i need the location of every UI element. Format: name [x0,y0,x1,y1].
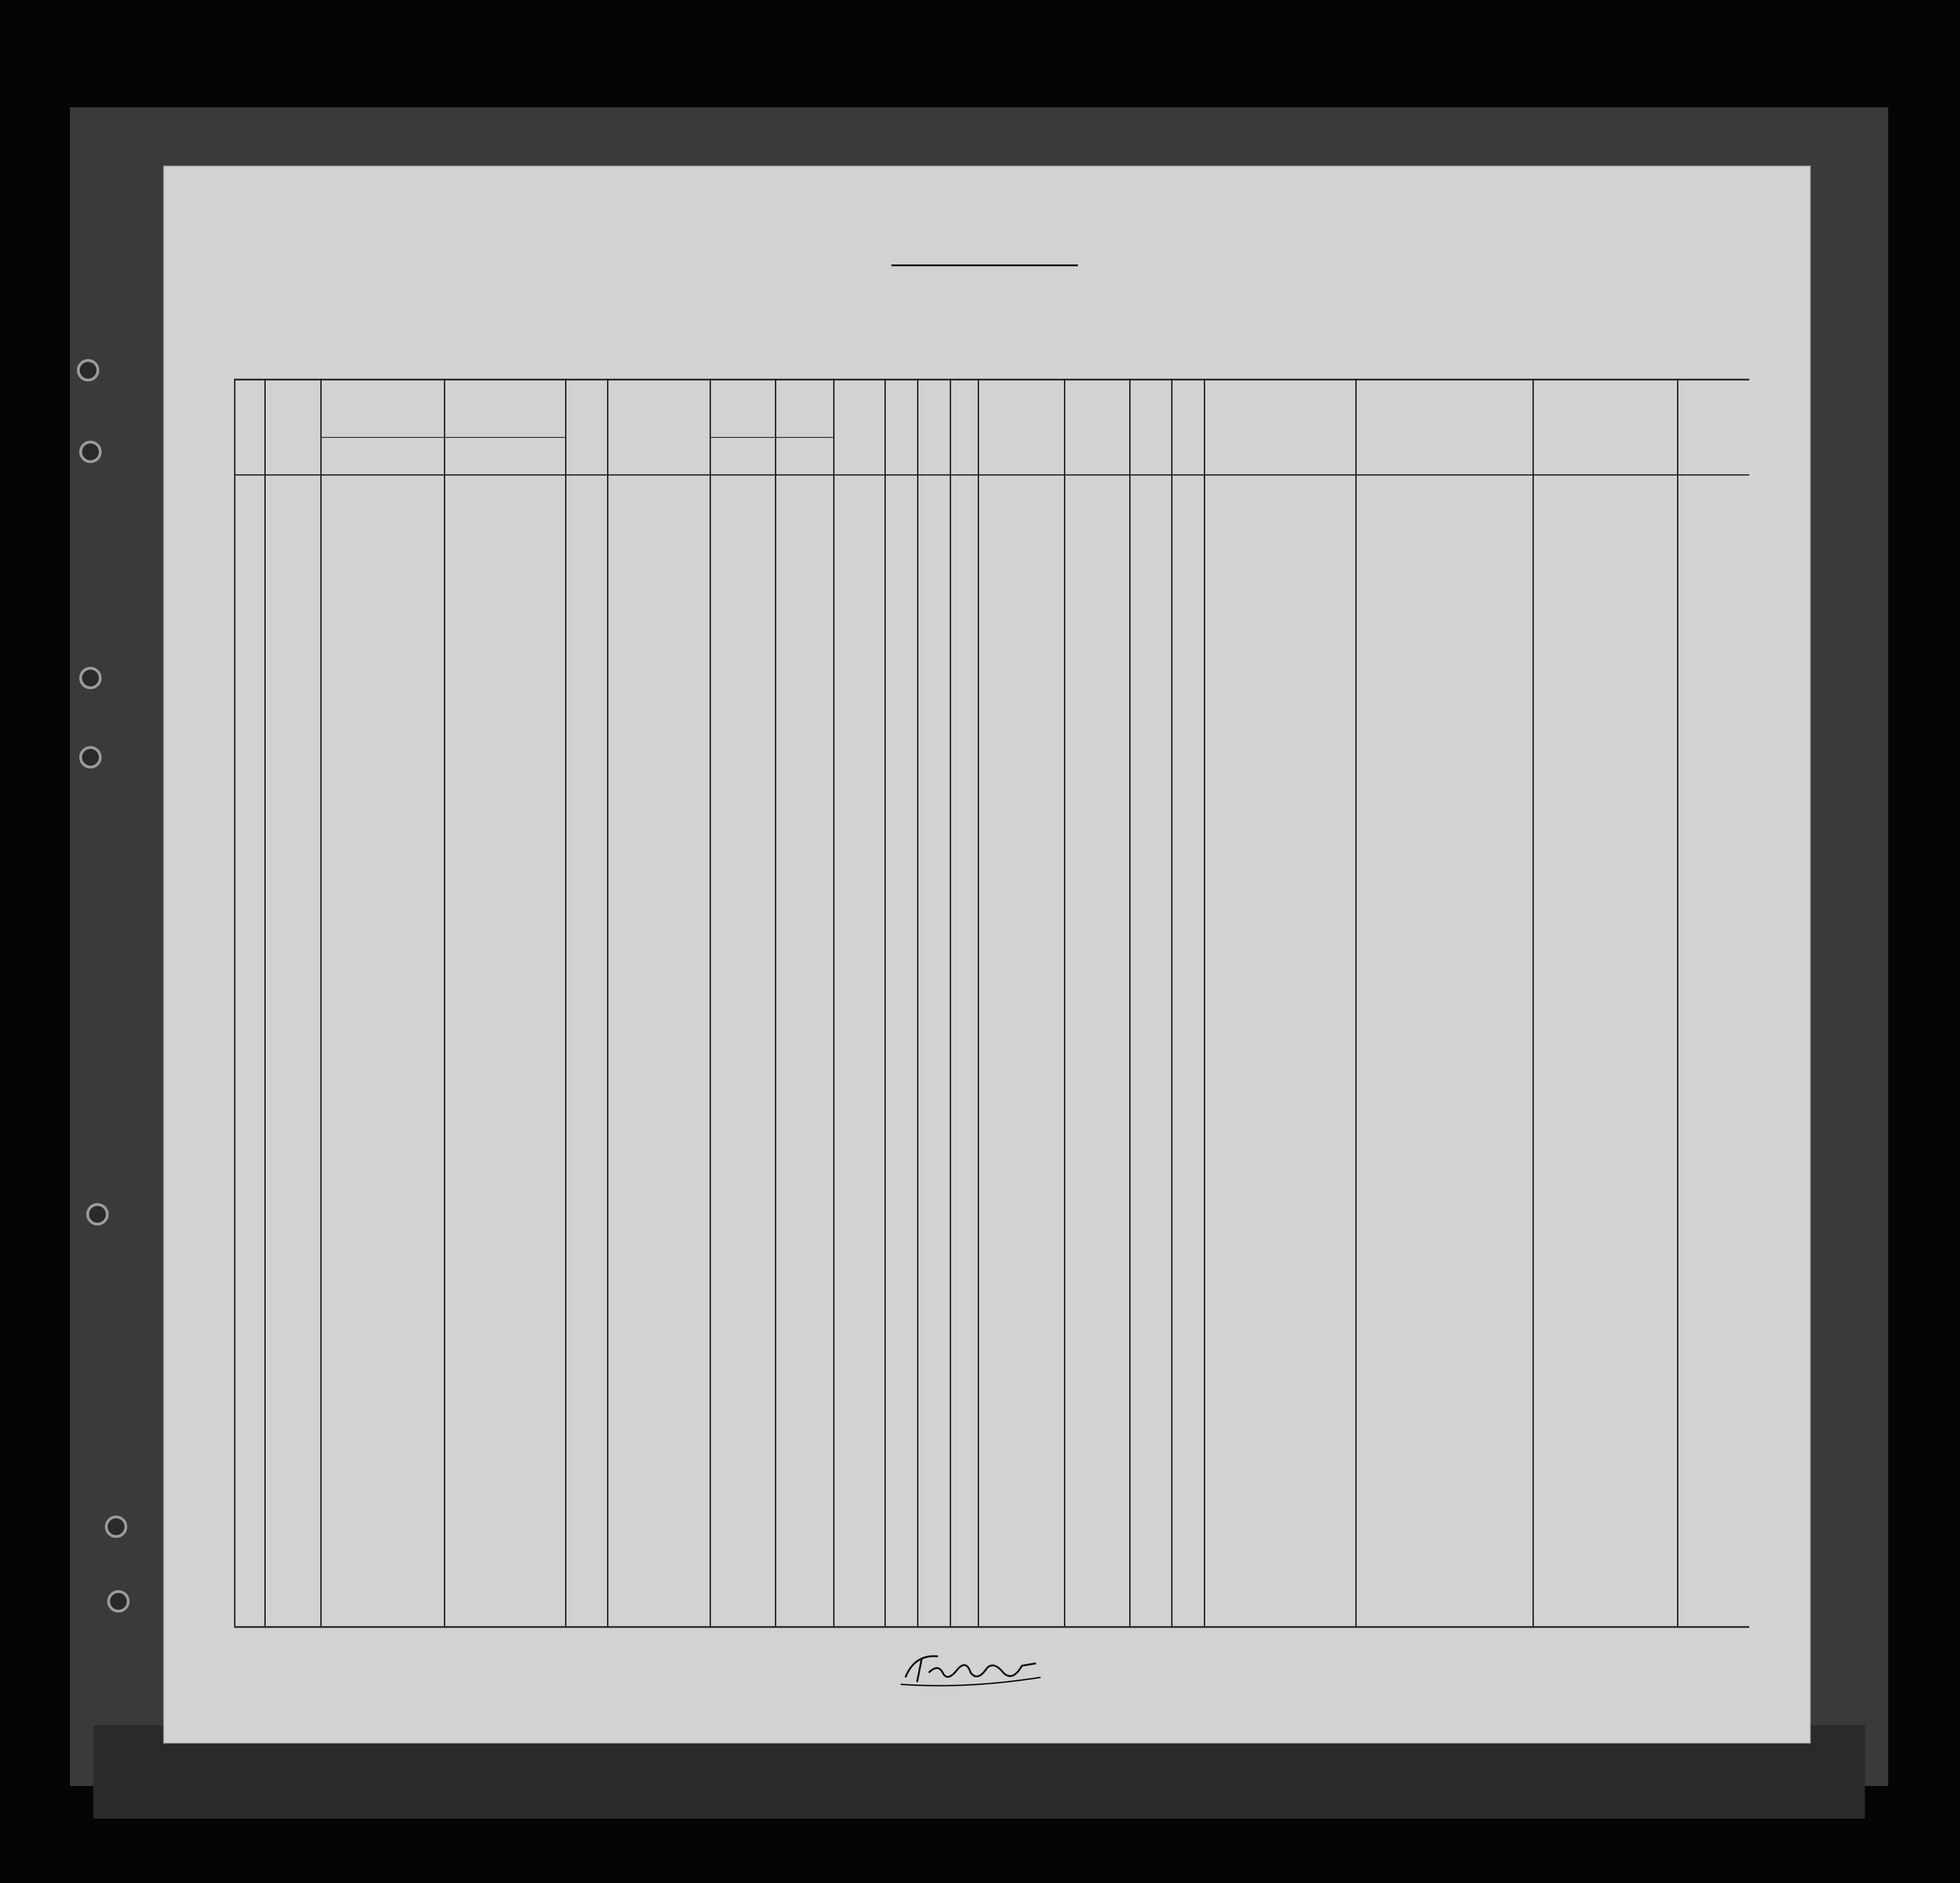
column-rule [884,379,886,1626]
column-rule [978,379,979,1626]
binder-hole [86,1203,109,1225]
table-top-rule [234,379,1749,381]
binder-hole [79,667,102,689]
binder-hole [79,746,102,768]
column-rule [264,379,266,1626]
binder-hole [77,359,99,381]
column-rule [1677,379,1678,1626]
binder-hole [79,441,102,463]
column-rule [1355,379,1357,1626]
column-rule [1171,379,1173,1626]
header-bottom-rule [234,474,1749,476]
column-rule [917,379,918,1626]
column-rule [950,379,951,1626]
column-rule [444,379,445,1626]
shipped-sub-rule [710,437,833,438]
column-rule [1204,379,1205,1626]
name-sub-rule [320,437,565,438]
column-rule [565,379,566,1626]
column-rule [833,379,835,1626]
table-bottom-rule [234,1626,1749,1628]
column-rule [607,379,608,1626]
column-rule [320,379,322,1626]
binder-hole [107,1590,130,1613]
column-rule [234,379,235,1626]
manifest-sheet [163,166,1811,1744]
column-rule [1129,379,1131,1626]
column-rule [1064,379,1065,1626]
inspector-signature [896,1645,1055,1696]
binder-hole [105,1516,127,1538]
column-rule [710,379,711,1626]
title-underline [891,264,1078,266]
column-rule [1532,379,1534,1626]
column-rule [775,379,776,1626]
